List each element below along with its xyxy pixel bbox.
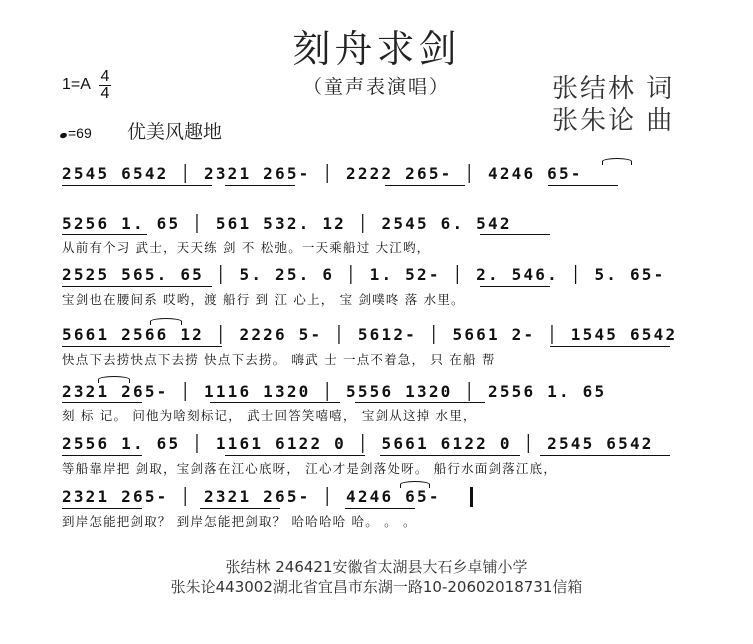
beam-line [380,455,520,456]
beam-line [62,346,222,347]
beam-line [385,185,465,186]
song-subtitle: （童声表演唱） [302,76,450,98]
slur-mark [150,318,182,325]
slur-mark [98,376,130,383]
beam-line [540,455,670,456]
song-title: 刻舟求剑 [292,27,461,71]
beam-line [62,402,142,403]
beam-line [62,185,212,186]
notation-row-2: 5256 1. 65 │ 561 532. 12 │ 2545 6. 542 [62,214,512,233]
time-signature-bottom: 4 [100,85,110,102]
notation-row-5: 2321 265- │ 1116 1320 │ 5556 1320 │ 2556 1. 65 [62,382,607,401]
beam-line [62,508,142,509]
slur-mark [602,158,632,165]
final-barline [470,487,473,507]
beam-line [225,185,295,186]
beam-line [548,185,618,186]
lyrics-row-3: 宝剑也在腰间系 哎哟，渡 船行 到 江 心上， 宝 剑噗咚 落 水里。 [62,292,465,307]
footer-line-1: 张结林 246421安徽省太湖县大石乡卓铺小学 [225,558,528,576]
beam-line [355,402,485,403]
lyrics-row-6: 等船靠岸把 剑取，宝剑落在江心底呀， 江心才是剑落处呀。 船行水面剑落江底， [62,461,558,476]
beam-line [200,508,280,509]
notation-row-6: 2556 1. 65 │ 1161 6122 0 │ 5661 6122 0 │ 2545 6542 [62,434,654,453]
lyrics-row-2: 从前有个习 武士，天天练 剑 不 松弛。一天乘船过 大江哟， [62,240,431,255]
beam-line [210,402,340,403]
lyricist-credit: 张结林 词 [552,74,675,104]
beam-line [62,286,212,287]
composer-credit: 张朱论 曲 [552,106,675,136]
notation-row-3: 2525 565. 65 │ 5. 25. 6 │ 1. 52- │ 2. 546. │ 5. 65- [62,265,666,284]
beam-line [480,234,550,235]
beam-line [225,455,365,456]
footer-line-2: 张朱论443002湖北省宜昌市东湖一路10-20602018731信箱 [170,578,583,596]
slur-mark [400,481,430,488]
key-signature: 1=A [62,76,91,93]
beam-line [345,508,415,509]
tempo-marking [60,125,92,141]
time-signature [99,70,111,101]
expression-marking: 优美风趣地 [127,121,223,143]
notation-row-1: 2545 6542 │ 2321 265- │ 2222 265- │ 4246 65- [62,164,583,183]
beam-line [480,286,550,287]
lyrics-row-7: 到岸怎能把剑取？ 到岸怎能把剑取？ 哈哈哈哈 哈。 。 。 [62,514,417,529]
time-signature-top: 4 [100,68,110,85]
lyrics-row-4: 快点下去捞快点下去捞 快点下去捞。 嗨武 士 一点不着急， 只 在船 帮 [62,352,496,367]
lyrics-row-5: 刻 标 记。 问他为啥刻标记， 武士回答笑嘻嘻， 宝剑从这掉 水里， [62,408,477,423]
tempo-value: =69 [68,125,92,141]
beam-line [550,346,670,347]
notation-row-7: 2321 265- │ 2321 265- │ 4246 65- [62,487,441,506]
quarter-note-icon [59,132,67,139]
notation-row-4: 5661 2566 12 │ 2226 5- │ 5612- │ 5661 2- │ 1545 6542 [62,325,678,344]
beam-line [62,455,142,456]
beam-line [62,234,147,235]
